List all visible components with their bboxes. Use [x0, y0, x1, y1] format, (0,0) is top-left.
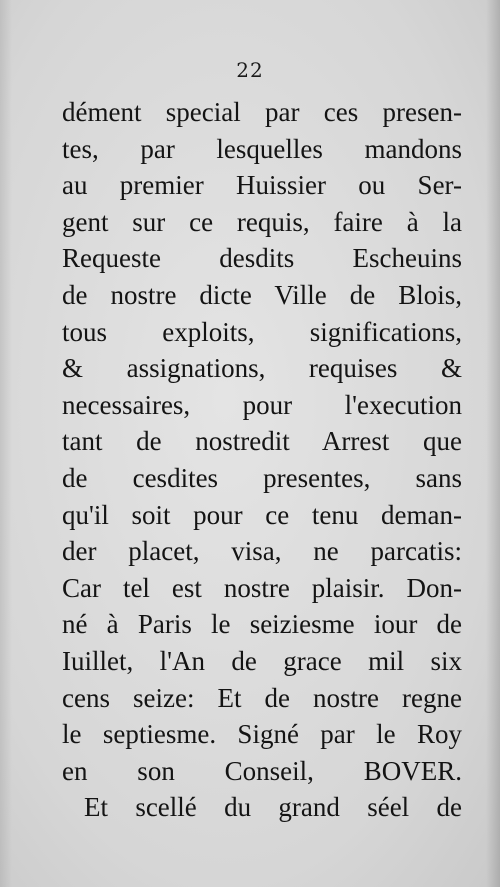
text-line: Et scellé du grand séel de	[84, 792, 462, 823]
text-line: en son Conseil, BOVER.	[62, 755, 462, 786]
page-gutter-shadow	[0, 0, 12, 887]
text-line: de nostre dicte Ville de Blois,	[62, 279, 462, 310]
text-line: tes, par lesquelles mandons	[62, 133, 462, 164]
text-line: né à Paris le seiziesme iour de	[62, 609, 462, 640]
page-number: 22	[236, 58, 264, 82]
text-line: Requeste desdits Escheuins	[62, 243, 462, 274]
text-line: au premier Huissier ou Ser-	[62, 170, 462, 201]
text-line: qu'il soit pour ce tenu deman-	[62, 499, 462, 530]
body-text	[62, 94, 462, 826]
text-line: necessaires, pour l'execution	[62, 389, 462, 420]
page-edge-shadow	[486, 0, 500, 887]
text-line: Car tel est nostre plaisir. Don-	[62, 572, 462, 603]
text-line: der placet, visa, ne parcatis:	[62, 536, 462, 567]
text-line: dément special par ces presen-	[62, 97, 462, 127]
text-line: de cesdites presentes, sans	[62, 462, 462, 493]
text-line: Iuillet, l'An de grace mil six	[62, 645, 462, 676]
text-line: tous exploits, significations,	[62, 316, 462, 347]
text-line: le septiesme. Signé par le Roy	[62, 719, 462, 750]
text-line: & assignations, requises &	[62, 353, 462, 384]
text-line: gent sur ce requis, faire à la	[62, 206, 462, 237]
text-line: cens seize: Et de nostre regne	[62, 682, 462, 713]
text-line: tant de nostredit Arrest que	[62, 426, 462, 457]
